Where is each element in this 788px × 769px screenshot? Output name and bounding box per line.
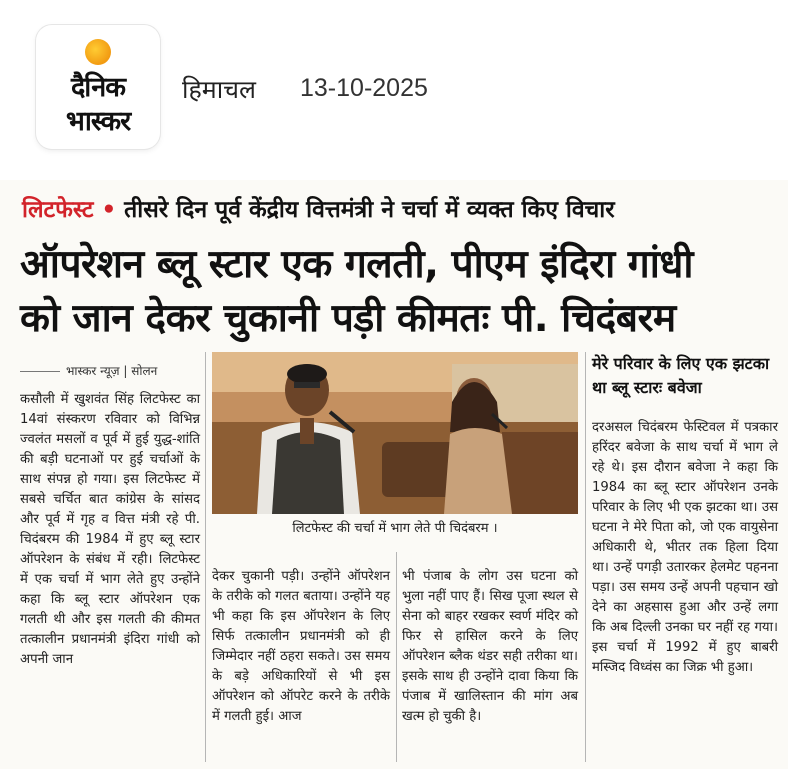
newspaper-clipping[interactable] bbox=[0, 180, 788, 769]
byline: भास्कर न्यूज़ | सोलन bbox=[66, 364, 158, 378]
edition-name: हिमाचल bbox=[182, 75, 257, 104]
column-divider bbox=[205, 352, 206, 762]
kicker-line bbox=[22, 192, 615, 224]
article-column-2 bbox=[212, 567, 390, 727]
kicker-separator: • bbox=[101, 197, 117, 223]
column-3-text: भी पंजाब के लोग उस घटना को भुला नहीं पाए हैं। सिख पूजा स्थल से सेना को बाहर रखकर स्वर्ण मंदिर को फिर से हासिल करने के लिए ऑपरेशन ब्लैक थंडर सही तरीका था। इसके साथ ही उन्होंने दावा किया कि पंजाब में खालिस्तान की मांग अब खत्म हो चुकी है। bbox=[402, 569, 578, 724]
sun-icon bbox=[85, 39, 111, 65]
sidebar-headline: मेरे परिवार के लिए एक झटका था ब्लू स्टारः बवेजा bbox=[592, 354, 770, 397]
headline-line-1: ऑपरेशन ब्लू स्टार एक गलती, पीएम इंदिरा गांधी bbox=[20, 242, 693, 287]
kicker-text: तीसरे दिन पूर्व केंद्रीय वित्तमंत्री ने चर्चा में व्यक्त किए विचार bbox=[124, 197, 615, 223]
article-photo bbox=[212, 352, 578, 514]
photo-caption: लिटफेस्ट की चर्चा में भाग लेते पी चिदंबरम । bbox=[292, 521, 498, 536]
column-divider bbox=[585, 352, 586, 762]
photo-illustration bbox=[212, 352, 578, 514]
column-2-text: देकर चुकानी पड़ी। उन्होंने ऑपरेशन के तरीके को गलत बताया। उन्होंने यह भी कहा कि इस ऑपरेशन के लिए सिर्फ तत्कालीन प्रधानमंत्री को ही जिम्मेदार नहीं ठहरा सकते। उस समय के बड़े अधिकारियों से भी इस ऑपरेशन को ऑपरेट करने के तरीके में गलती हुई। आज bbox=[212, 569, 390, 724]
app-header bbox=[0, 0, 788, 175]
column-divider bbox=[396, 552, 397, 762]
headline-line-2: को जान देकर चुकानी पड़ी कीमतः पी. चिदंबरम bbox=[20, 296, 676, 341]
dainik-bhaskar-logo[interactable] bbox=[36, 25, 160, 149]
edition-date: 13-10-2025 bbox=[300, 74, 428, 102]
article-column-3 bbox=[402, 567, 578, 727]
article-column-1 bbox=[20, 390, 200, 670]
sidebar-column bbox=[592, 418, 778, 678]
column-1-text: कसौली में खुशवंत सिंह लिटफेस्ट का 14वां संस्करण रविवार को विभिन्न ज्वलंत मसलों व पूर्व में हुई युद्ध-शांति की बड़ी घटनाओं पर हुई चर्चाओं के साथ संपन्न हो गया। इस लिटफेस्ट में सबसे चर्चित बात कांग्रेस के सांसद और पूर्व में गृह व वित्त मंत्री रहे पी. चिदंबरम की 1984 में हुए ब्लू स्टार ऑपरेशन के संबंध में रही। लिटफेस्ट में एक चर्चा में भाग लेते हुए उन्होंने कहा कि ब्लू स्टार ऑपरेशन एक गलती थी और इस गलती की कीमत तत्कालीन प्रधानमंत्री इंदिरा गांधी को अपनी जान bbox=[20, 392, 200, 667]
sidebar-text: दरअसल चिदंबरम फेस्टिवल में पत्रकार हरिंदर बवेजा के साथ चर्चा में भाग ले रहे थे। इस दौरान बवेजा ने कहा कि 1984 का ब्लू स्टार ऑपरेशन उनके परिवार के लिए भी एक झटका था। उस घटना ने मेरे पिता को, जो एक वायुसेना अधिकारी थे, भीतर तक हिला दिया था। उन्हें पगड़ी उतारकर हेलमेट पहनना पड़ा। उस समय उन्हें अपनी पहचान खो देने का अहसास हुआ और उन्हें लगा कि अब दिल्ली उनका घर नहीं रह गया। इस चर्चा में 1992 में हुए बाबरी मस्जिद विध्वंस का जिक्र भी हुआ। bbox=[592, 420, 778, 675]
logo-text-line2: भास्कर bbox=[65, 106, 131, 137]
kicker-brand: लिटफेस्ट bbox=[22, 197, 94, 223]
byline-rule bbox=[20, 371, 60, 372]
logo-text-line1: दैनिक bbox=[70, 72, 126, 103]
